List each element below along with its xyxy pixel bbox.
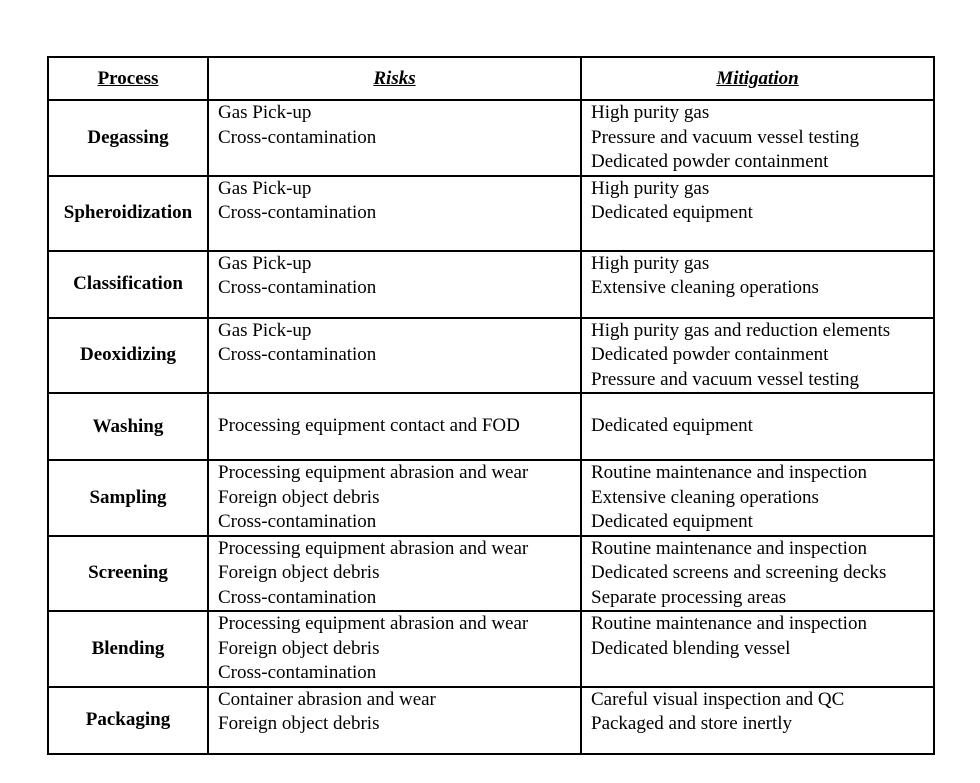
mitigation-cell	[581, 393, 934, 460]
mitigation-cell	[581, 687, 934, 754]
mitigation-item: High purity gas	[591, 102, 710, 123]
risk-item: Cross-contamination	[218, 586, 377, 608]
mitigation-item: Dedicated equipment	[591, 511, 753, 532]
mitigation-cell	[581, 251, 934, 318]
process-name: Packaging	[85, 709, 171, 730]
process-name: Classification	[73, 273, 183, 294]
risk-item: Foreign object debris	[218, 562, 380, 583]
mitigation-item: Dedicated screens and screening decks	[591, 562, 887, 583]
process-cell	[48, 460, 208, 536]
risk-item: Container abrasion and wear	[218, 688, 436, 710]
risk-item: Cross-contamination	[218, 126, 377, 148]
process-cell	[48, 611, 208, 687]
mitigation-item: Packaged and store inertly	[591, 713, 793, 734]
table-row	[48, 611, 934, 687]
process-name: Washing	[92, 415, 164, 437]
table-body	[48, 100, 934, 754]
mitigation-item: Dedicated powder containment	[591, 344, 829, 365]
mitigation-item: High purity gas and reduction elements	[591, 319, 891, 341]
process-cell	[48, 318, 208, 394]
mitigation-cell	[581, 176, 934, 251]
risk-item: Foreign object debris	[218, 637, 380, 659]
mitigation-item: Routine maintenance and inspection	[591, 613, 867, 634]
risks-cell	[208, 536, 581, 612]
mitigation-item: High purity gas	[591, 252, 710, 274]
process-cell	[48, 536, 208, 612]
header-row	[48, 57, 934, 100]
table-row	[48, 318, 934, 394]
mitigation-item: Dedicated powder containment	[591, 151, 829, 172]
risk-item: Processing equipment contact and FOD	[218, 415, 520, 437]
mitigation-item: Routine maintenance and inspection	[591, 537, 867, 559]
risk-item: Foreign object debris	[218, 713, 380, 734]
mitigation-cell	[581, 536, 934, 612]
risk-item: Cross-contamination	[218, 511, 377, 532]
risk-item: Gas Pick-up	[218, 102, 312, 123]
mitigation-item: Extensive cleaning operations	[591, 277, 819, 298]
risks-cell	[208, 460, 581, 536]
mitigation-cell	[581, 100, 934, 176]
risk-item: Gas Pick-up	[218, 252, 312, 274]
mitigation-item: Pressure and vacuum vessel testing	[591, 126, 860, 148]
risk-item: Foreign object debris	[218, 486, 380, 508]
table-row	[48, 536, 934, 612]
process-name: Deoxidizing	[79, 344, 177, 366]
risk-item: Cross-contamination	[218, 277, 377, 298]
risk-item: Processing equipment abrasion and wear	[218, 613, 529, 634]
header-process: Process	[48, 57, 208, 100]
mitigation-item: Dedicated blending vessel	[591, 637, 791, 659]
table-row	[48, 251, 934, 318]
table-row	[48, 460, 934, 536]
risks-cell	[208, 318, 581, 394]
process-cell	[48, 176, 208, 251]
mitigation-cell	[581, 611, 934, 687]
risks-cell	[208, 251, 581, 318]
risks-cell	[208, 687, 581, 754]
process-risk-table	[47, 56, 935, 755]
mitigation-item: Pressure and vacuum vessel testing	[591, 368, 860, 390]
process-cell	[48, 687, 208, 754]
risks-cell	[208, 176, 581, 251]
mitigation-item: Careful visual inspection and QC	[591, 688, 845, 710]
process-cell	[48, 100, 208, 176]
table-row	[48, 687, 934, 754]
process-name: Blending	[91, 637, 165, 659]
header-risks: Risks	[208, 57, 581, 100]
table-row	[48, 393, 934, 460]
risk-item: Gas Pick-up	[218, 319, 312, 341]
process-name: Sampling	[89, 486, 167, 508]
risk-item: Processing equipment abrasion and wear	[218, 462, 529, 483]
risk-item: Gas Pick-up	[218, 177, 312, 199]
mitigation-item: Extensive cleaning operations	[591, 486, 819, 508]
process-name: Spheroidization	[63, 202, 193, 223]
process-cell	[48, 251, 208, 318]
header-mitigation: Mitigation	[581, 57, 934, 100]
risks-cell	[208, 393, 581, 460]
risks-cell	[208, 100, 581, 176]
mitigation-item: Dedicated equipment	[591, 415, 753, 437]
risk-item: Processing equipment abrasion and wear	[218, 537, 529, 559]
mitigation-item: Separate processing areas	[591, 586, 787, 608]
mitigation-item: Dedicated equipment	[591, 202, 753, 223]
mitigation-item: Routine maintenance and inspection	[591, 462, 867, 483]
mitigation-cell	[581, 460, 934, 536]
process-name: Screening	[88, 562, 168, 584]
mitigation-cell	[581, 318, 934, 394]
process-name: Degassing	[87, 126, 169, 148]
mitigation-item: High purity gas	[591, 177, 710, 199]
risks-cell	[208, 611, 581, 687]
process-cell	[48, 393, 208, 460]
risk-item: Cross-contamination	[218, 202, 377, 223]
table-row	[48, 100, 934, 176]
risk-item: Cross-contamination	[218, 662, 377, 683]
table-row	[48, 176, 934, 251]
risk-item: Cross-contamination	[218, 344, 377, 365]
